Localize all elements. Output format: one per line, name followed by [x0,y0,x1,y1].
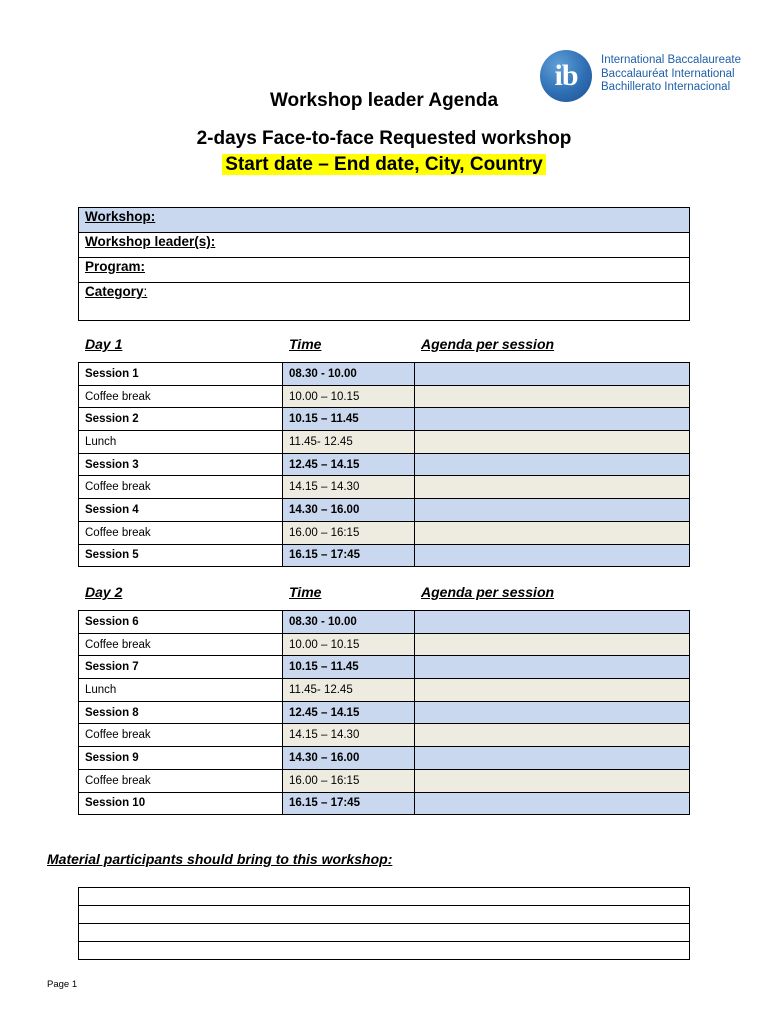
session-time-cell: 14.15 – 14.30 [283,724,415,747]
day1-row [79,544,690,567]
workshop-leaders-field: Workshop leader(s): [79,233,690,258]
session-agenda-cell [415,431,690,454]
day2-row [79,724,690,747]
session-name-cell: Coffee break [79,521,283,544]
category-field [79,283,690,321]
session-time-cell: 16.15 – 17:45 [283,792,415,815]
session-name-cell: Session 5 [79,544,283,567]
session-time-cell: 08.30 - 10.00 [283,363,415,386]
ib-logo-mark: ib [540,50,592,102]
dates-highlight: Start date – End date, City, Country [222,154,545,175]
session-time-cell: 11.45- 12.45 [283,431,415,454]
session-agenda-cell [415,521,690,544]
session-name-cell: Session 2 [79,408,283,431]
day1-heading: Day 1 [85,336,123,352]
session-time-cell: 12.45 – 14.15 [283,453,415,476]
session-agenda-cell [415,499,690,522]
session-agenda-cell [415,792,690,815]
day1-row [79,499,690,522]
session-name-cell: Session 6 [79,611,283,634]
session-agenda-cell [415,701,690,724]
session-name-cell: Lunch [79,679,283,702]
session-name-cell: Session 4 [79,499,283,522]
day2-row [79,747,690,770]
day1-schedule-table [78,362,690,567]
session-name-cell: Session 9 [79,747,283,770]
logo-line-spanish: Bachillerato Internacional [601,81,731,93]
session-time-cell: 16.00 – 16:15 [283,521,415,544]
material-row [79,942,690,960]
session-name-cell: Coffee break [79,633,283,656]
day2-row [79,611,690,634]
category-label: Category [85,284,144,299]
day1-row [79,385,690,408]
material-cell [79,942,690,960]
logo-line-english: International Baccalaureate [601,54,742,66]
material-cell [79,924,690,942]
session-name-cell: Session 7 [79,656,283,679]
session-time-cell: 10.15 – 11.45 [283,408,415,431]
session-time-cell: 14.15 – 14.30 [283,476,415,499]
day1-row [79,431,690,454]
day1-agenda-heading: Agenda per session [421,336,555,352]
session-name-cell: Coffee break [79,724,283,747]
workshop-field: Workshop: [79,208,690,233]
session-agenda-cell [415,408,690,431]
session-time-cell: 10.00 – 10.15 [283,385,415,408]
ib-logo-text [601,54,741,95]
day2-schedule-table [78,610,690,815]
program-field: Program: [79,258,690,283]
logo-line-french: Baccalauréat International [601,67,735,80]
session-agenda-cell [415,453,690,476]
session-agenda-cell [415,611,690,634]
session-agenda-cell [415,476,690,499]
session-agenda-cell [415,724,690,747]
session-time-cell: 10.15 – 11.45 [283,656,415,679]
session-name-cell: Session 10 [79,792,283,815]
session-time-cell: 16.00 – 16:15 [283,769,415,792]
day1-row [79,476,690,499]
day2-row [79,633,690,656]
session-name-cell: Session 1 [79,363,283,386]
session-name-cell: Lunch [79,431,283,454]
day2-heading: Day 2 [85,584,123,600]
session-time-cell: 10.00 – 10.15 [283,633,415,656]
day1-time-heading: Time [289,336,322,352]
day1-row [79,453,690,476]
day2-row [79,792,690,815]
material-cell [79,888,690,906]
day2-row [79,769,690,792]
material-table [78,887,690,960]
session-name-cell: Coffee break [79,385,283,408]
session-name-cell: Session 8 [79,701,283,724]
page-number: Page 1 [47,979,78,990]
material-row [79,906,690,924]
session-name-cell: Coffee break [79,769,283,792]
session-time-cell: 16.15 – 17:45 [283,544,415,567]
day2-row [79,701,690,724]
session-agenda-cell [415,747,690,770]
page-title: Workshop leader Agenda [269,90,499,111]
session-agenda-cell [415,633,690,656]
day1-row [79,408,690,431]
session-time-cell: 08.30 - 10.00 [283,611,415,634]
workshop-info-table [78,207,690,321]
session-name-cell: Coffee break [79,476,283,499]
material-row [79,888,690,906]
session-agenda-cell [415,679,690,702]
session-agenda-cell [415,363,690,386]
material-heading: Material participants should bring to this workshop: [47,851,393,867]
day2-row [79,656,690,679]
session-agenda-cell [415,769,690,792]
day1-row [79,363,690,386]
day2-agenda-heading: Agenda per session [421,584,555,600]
day2-row [79,679,690,702]
session-name-cell: Session 3 [79,453,283,476]
day2-time-heading: Time [289,584,322,600]
workshop-dates [0,154,768,176]
day1-row [79,521,690,544]
session-agenda-cell [415,544,690,567]
category-colon: : [143,284,148,299]
session-time-cell: 14.30 – 16.00 [283,499,415,522]
session-agenda-cell [415,385,690,408]
material-row [79,924,690,942]
workshop-type: 2-days Face-to-face Requested workshop [196,128,572,149]
session-agenda-cell [415,656,690,679]
session-time-cell: 11.45- 12.45 [283,679,415,702]
session-time-cell: 12.45 – 14.15 [283,701,415,724]
session-time-cell: 14.30 – 16.00 [283,747,415,770]
material-cell [79,906,690,924]
